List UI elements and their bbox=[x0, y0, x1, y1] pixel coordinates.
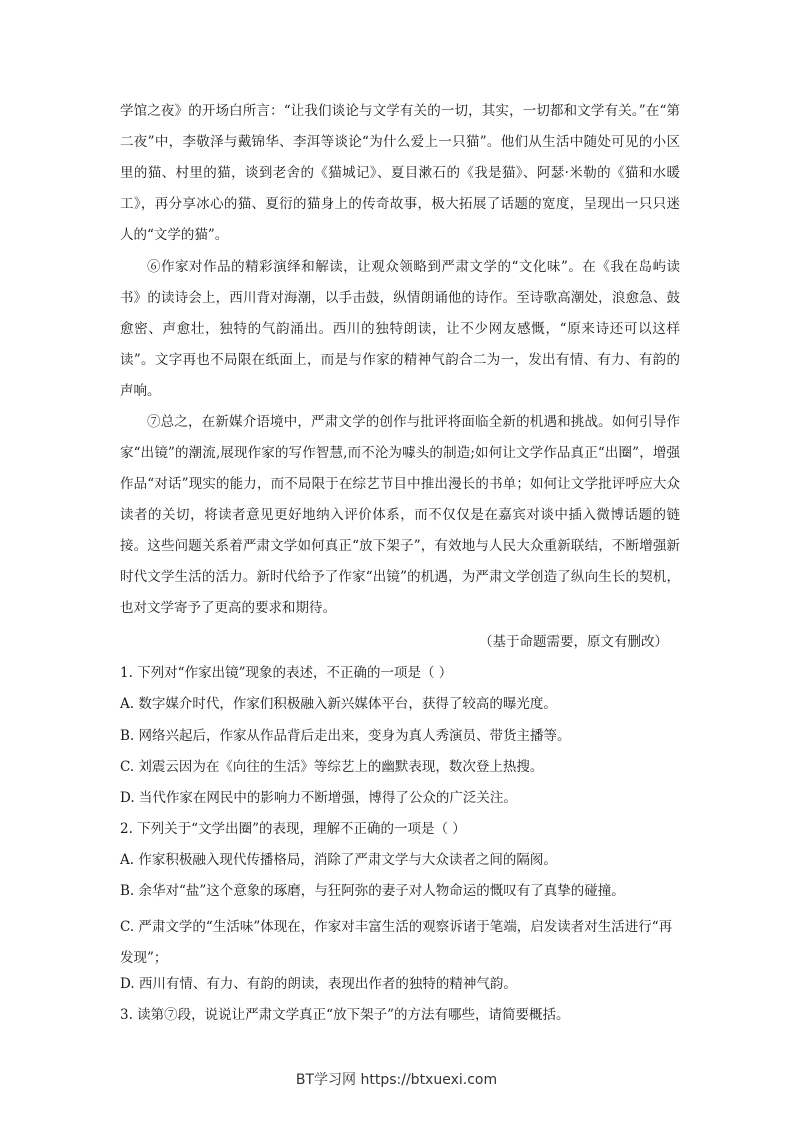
question-1: 1. 下列对“作家出镜”现象的表述，不正确的一项是（ ） bbox=[120, 665, 453, 681]
source-note: （基于命题需要，原文有删改） bbox=[479, 634, 668, 650]
question-1-option-b: B. 网络兴起后，作家从作品背后走出来，变身为真人秀演员、带货主播等。 bbox=[120, 728, 571, 744]
question-2-option-a: A. 作家积极融入现代传播格局，消除了严肃文学与大众读者之间的隔阂。 bbox=[120, 852, 557, 868]
paragraph-6: ⑥作家对作品的精彩演绎和解读，让观众领略到严肃文学的“文化味”。在《我在岛屿读书》的读诗会上，西川背对海潮，以手击鼓，纵情朗诵他的诗作。至诗歌高潮处，浪愈急、鼓愈密、声愈壮，独特的气韵涌出。西川的独特朗读，让不少网友感慨，“原来诗还可以这样读”。文字再也不局限在纸面上，而是与作家的精神气韵合二为一，发出有情、有力、有韵的声响。 bbox=[120, 259, 680, 399]
question-2-option-d: D. 西川有情、有力、有韵的朗读，表现出作者的独特的精神气韵。 bbox=[120, 976, 517, 992]
question-1-option-d: D. 当代作家在网民中的影响力不断增强，博得了公众的广泛关注。 bbox=[120, 790, 517, 806]
paragraph-7: ⑦总之，在新媒介语境中，严肃文学的创作与批评将面临全新的机遇和挑战。如何引导作家“出镜”的潮流,展现作家的写作智慧,而不沦为噱头的制造;如何让文学作品真正“出圈”，增强作品“对话”现实的能力，而不局限于在综艺节目中推出漫长的书单；如何让文学批评呼应大众读者的关切，将读者意见更好地纳入评价体系，而不仅仅是在嘉宾对谈中插入微博话题的链接。这些问题关系着严肃文学如何真正“放下架子”，有效地与人民大众重新联结，不断增强新时代文学生活的活力。新时代给予了作家“出镜”的机遇，为严肃文学创造了纵向生长的契机，也对文学寄予了更高的要求和期待。 bbox=[120, 414, 680, 616]
question-1-option-a: A. 数字媒介时代，作家们积极融入新兴媒体平台，获得了较高的曝光度。 bbox=[120, 696, 557, 712]
footer-watermark: BT学习网 https://btxuexi.com bbox=[295, 1072, 498, 1088]
question-1-option-c: C. 刘震云因为在《向往的生活》等综艺上的幽默表现，数次登上热搜。 bbox=[120, 759, 544, 775]
question-3: 3. 读第⑦段，说说让严肃文学真正“放下架子”的方法有哪些，请简要概括。 bbox=[120, 1007, 570, 1023]
paragraph-continuation: 学馆之夜》的开场白所言：“让我们谈论与文学有关的一切，其实，一切都和文学有关。”在“第二夜”中，李敬泽与戴锦华、李洱等谈论“为什么爱上一只猫”。他们从生活中随处可见的小区里的猫、村里的猫，谈到老舍的《猫城记》、夏目漱石的《我是猫》、阿瑟·米勒的《猫和水暖工》，再分享冰心的猫、夏衍的猫身上的传奇故事，极大拓展了话题的宽度，呈现出一只只迷人的“文学的猫”。 bbox=[120, 103, 680, 243]
question-2-option-c: C. 严肃文学的“生活味”体现在，作家对丰富生活的观察诉诸于笔端，启发读者对生活进行“再发现”； bbox=[120, 919, 673, 966]
question-2: 2. 下列关于“文学出圈”的表现，理解不正确的一项是（ ） bbox=[120, 821, 466, 837]
question-2-option-b: B. 余华对“盐”这个意象的琢磨，与狂阿弥的妻子对人物命运的慨叹有了真挚的碰撞。 bbox=[120, 883, 625, 899]
